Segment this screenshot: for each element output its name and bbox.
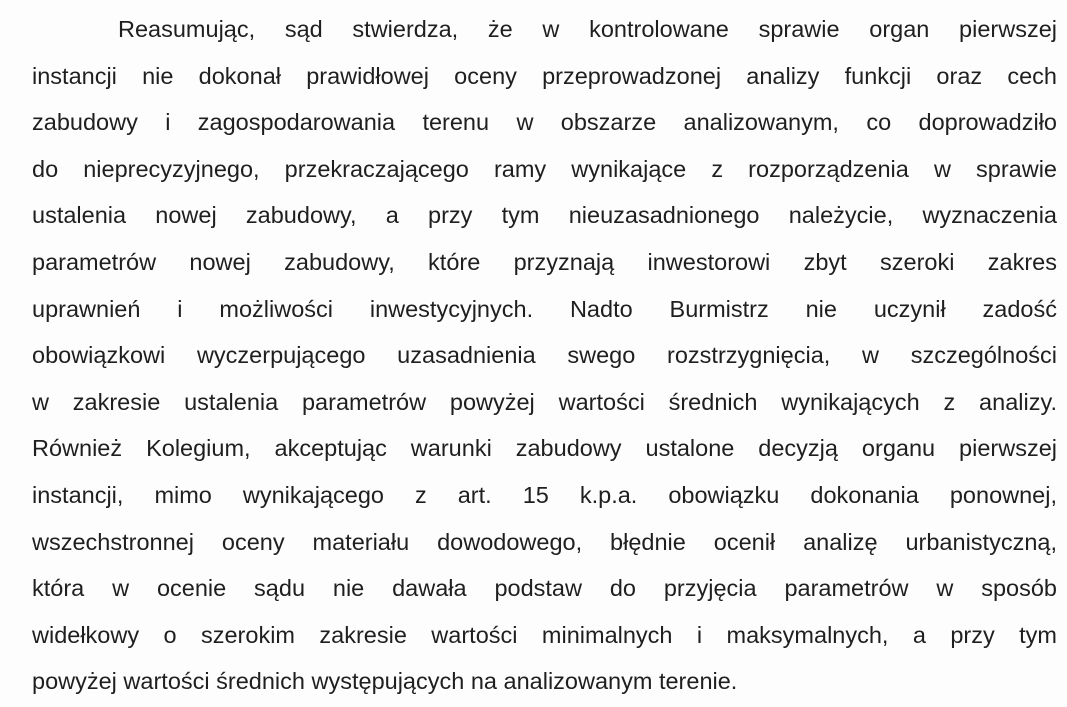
text-line: wszechstronnej oceny materiału dowodowego, błędnie ocenił analizę urbanistyczną, <box>32 528 1057 555</box>
text-line: która w ocenie sądu nie dawała podstaw do przyjęcia parametrów w sposób <box>32 575 1057 602</box>
text-line: zabudowy i zagospodarowania terenu w obszarze analizowanym, co doprowadziło <box>32 109 1057 136</box>
text-line: powyżej wartości średnich występujących na analizowanym terenie. <box>32 668 738 695</box>
text-line: Reasumując, sąd stwierdza, że w kontrolowane sprawie organ pierwszej <box>118 16 1057 42</box>
text-line: obowiązkowi wyczerpującego uzasadnienia swego rozstrzygnięcia, w szczególności <box>32 342 1057 369</box>
body-paragraph <box>32 6 1057 705</box>
text-line: widełkowy o szerokim zakresie wartości minimalnych i maksymalnych, a przy tym <box>32 621 1057 648</box>
text-line: Również Kolegium, akceptując warunki zabudowy ustalone decyzją organu pierwszej <box>32 435 1057 462</box>
text-line: w zakresie ustalenia parametrów powyżej wartości średnich wynikających z analizy. <box>32 388 1057 415</box>
text-line: instancji nie dokonał prawidłowej oceny przeprowadzonej analizy funkcji oraz cech <box>32 62 1057 89</box>
text-line: instancji, mimo wynikającego z art. 15 k.p.a. obowiązku dokonania ponownej, <box>32 481 1057 508</box>
text-line: ustalenia nowej zabudowy, a przy tym nieuzasadnionego należycie, wyznaczenia <box>32 202 1057 229</box>
text-line: parametrów nowej zabudowy, które przyznają inwestorowi zbyt szeroki zakres <box>32 248 1057 275</box>
text-line: uprawnień i możliwości inwestycyjnych. Nadto Burmistrz nie uczynił zadość <box>32 295 1057 322</box>
text-line: do nieprecyzyjnego, przekraczającego ramy wynikające z rozporządzenia w sprawie <box>32 155 1057 182</box>
